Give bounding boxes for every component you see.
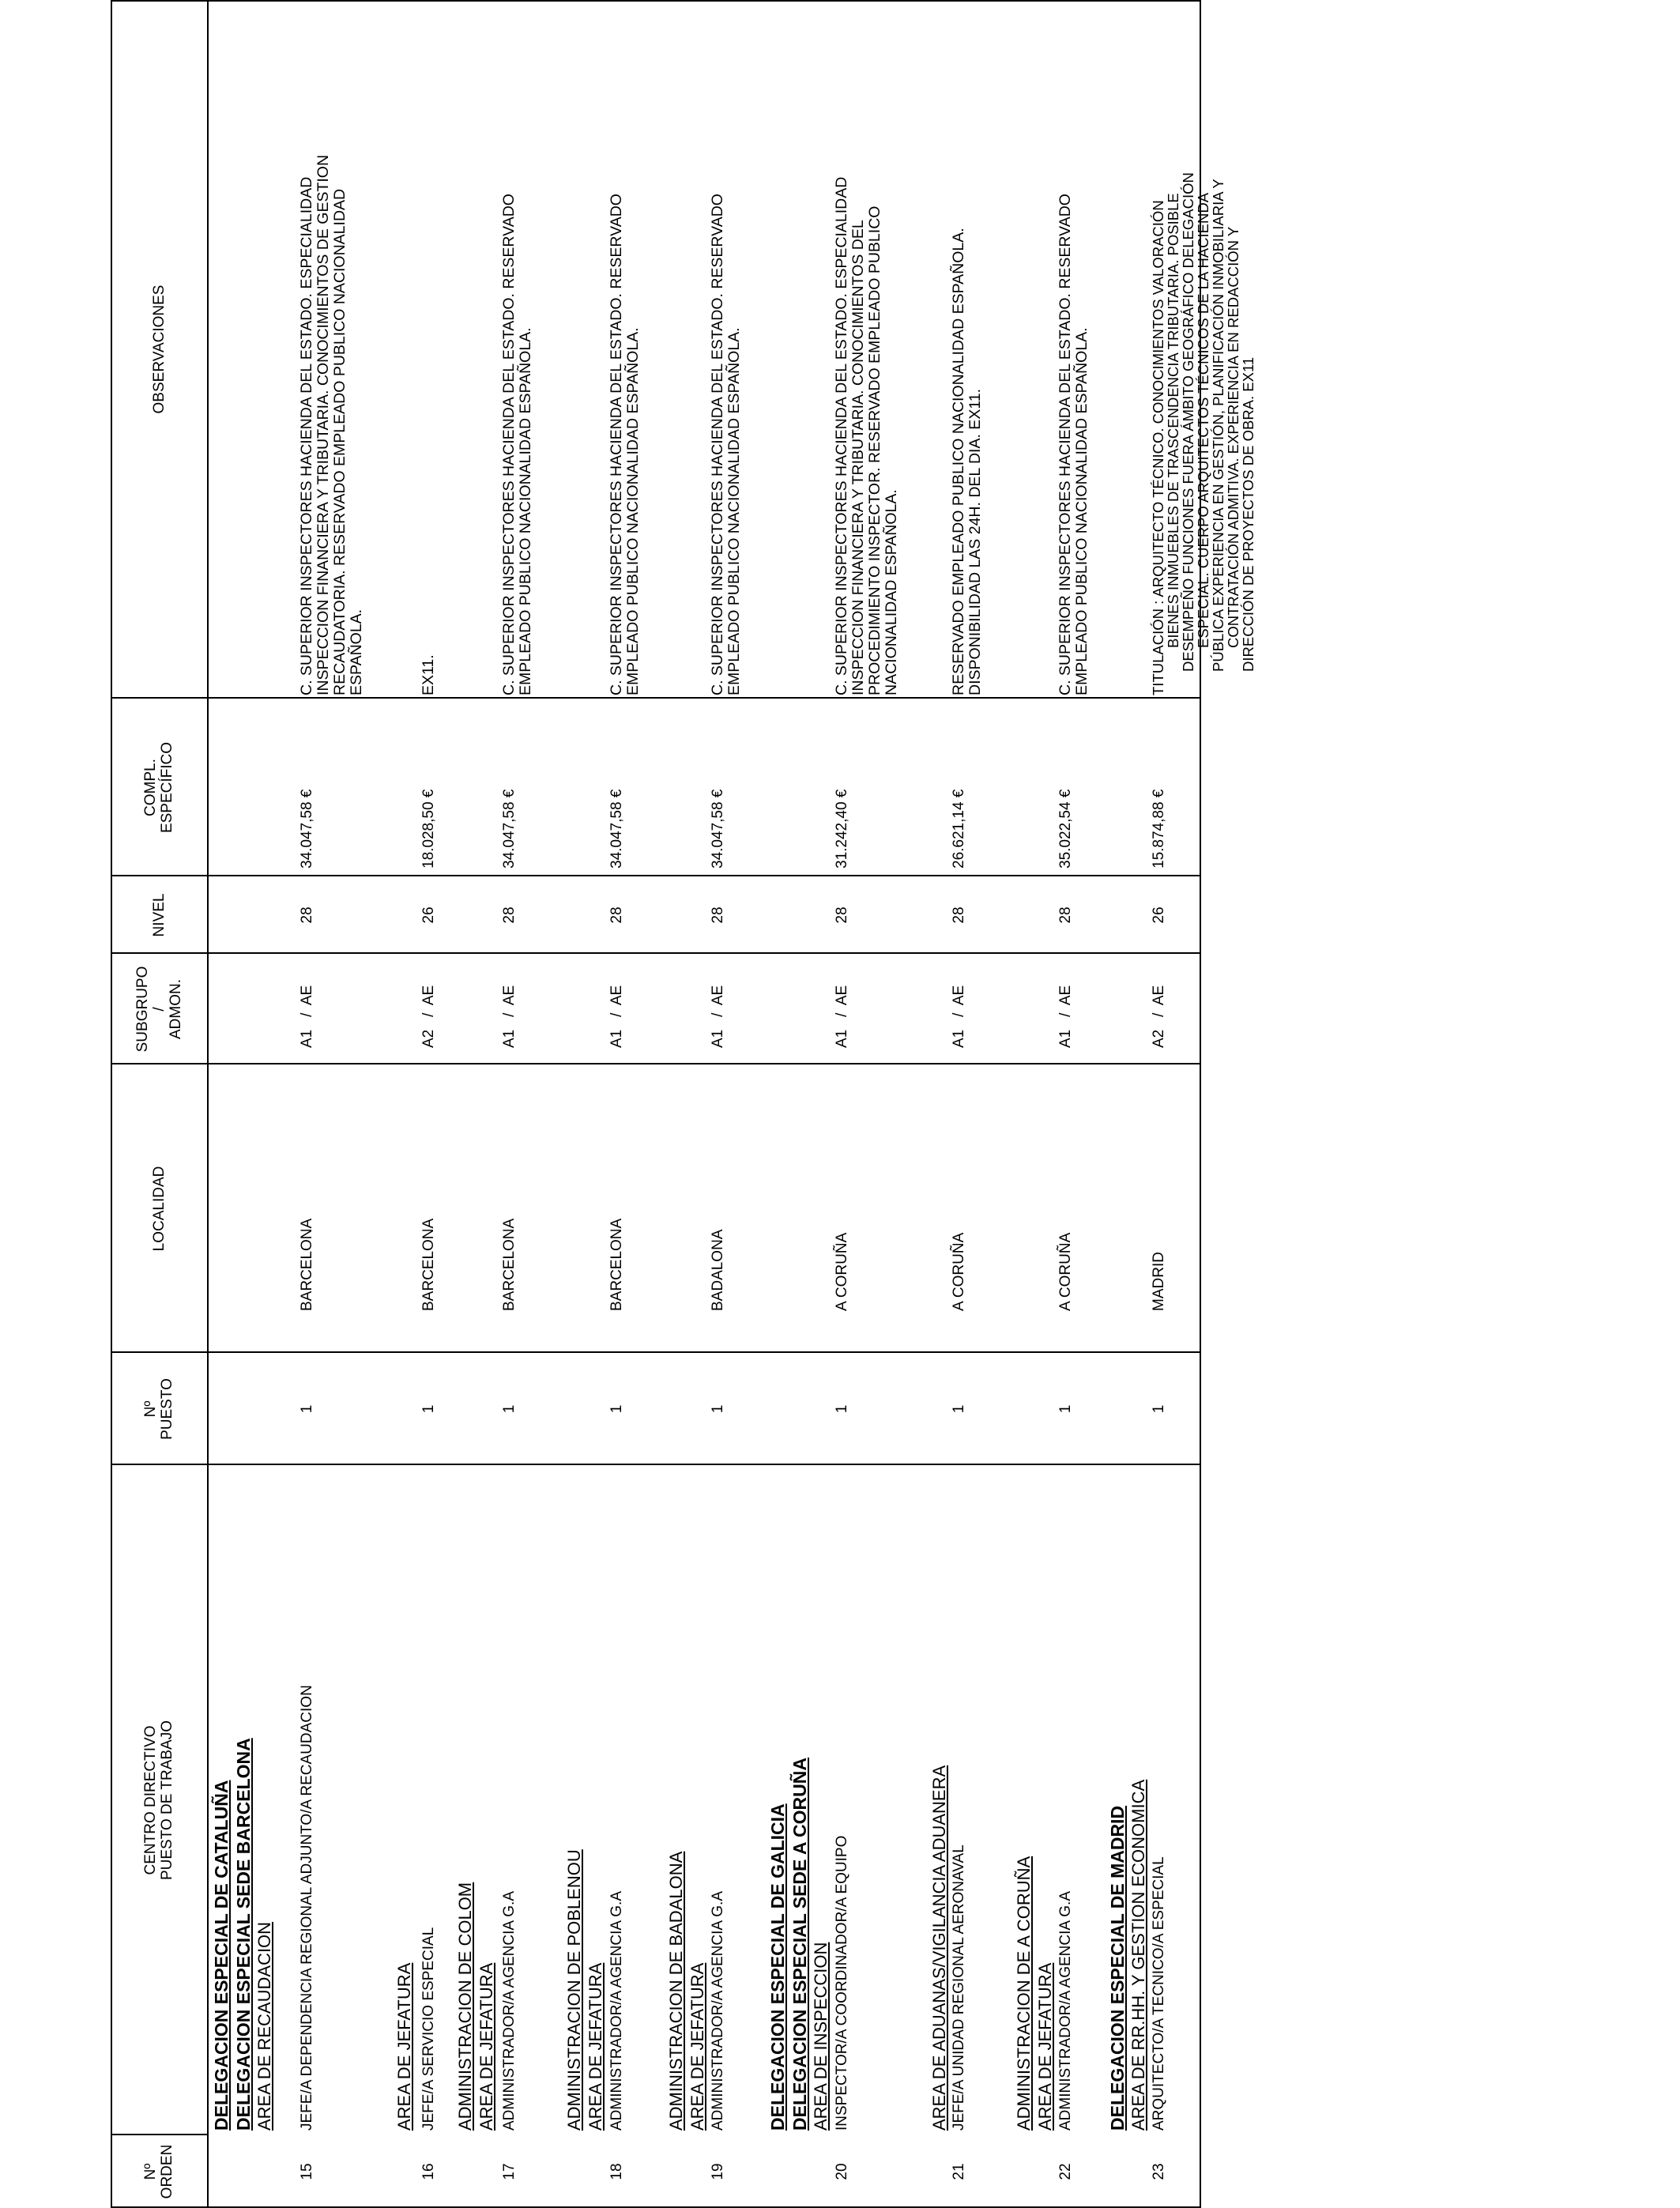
subgrupo: A1 / AE bbox=[951, 985, 967, 1048]
compl-especifico: 18.028,50 € bbox=[420, 789, 437, 869]
section-heading: DELEGACION ESPECIAL SEDE A CORUÑA bbox=[789, 1758, 810, 2131]
observaciones bbox=[420, 8, 437, 695]
observaciones bbox=[951, 8, 984, 695]
header-orden bbox=[111, 2135, 207, 2208]
obs-line: DESEMPEÑO FUNCIONES FUERA ÁMBITO GEOGRÁFICO DELEGACIÓN bbox=[1180, 172, 1196, 672]
section-heading: AREA DE JEFATURA bbox=[586, 1962, 605, 2131]
section-heading: DELEGACION ESPECIAL SEDE BARCELONA bbox=[233, 1738, 254, 2131]
observaciones bbox=[710, 8, 743, 695]
orden-number: 18 bbox=[608, 2163, 625, 2180]
obs-line: C. SUPERIOR INSPECTORES HACIENDA DEL ESTADO. ESPECIALIDAD bbox=[833, 176, 850, 695]
obs-line: TITULACIÓN : ARQUITECTO TÉCNICO. CONOCIMIENTOS VALORACIÓN bbox=[1150, 200, 1166, 695]
nivel: 28 bbox=[1057, 906, 1074, 924]
header-text: ADMON. bbox=[167, 979, 184, 1039]
section-heading: DELEGACION ESPECIAL DE CATALUÑA bbox=[211, 1780, 232, 2131]
header-text: PUESTO DE TRABAJO bbox=[159, 1720, 175, 1881]
obs-line: EMPLEADO PUBLICO NACIONALIDAD ESPAÑOLA. bbox=[1073, 327, 1090, 695]
subgrupo: A2 / AE bbox=[420, 985, 437, 1048]
section-heading: DELEGACION ESPECIAL DE MADRID bbox=[1107, 1805, 1128, 2131]
orden-number: 19 bbox=[710, 2163, 726, 2180]
header-text: NIVEL bbox=[150, 893, 168, 937]
localidad: BARCELONA bbox=[299, 1218, 315, 1311]
obs-line: INSPECCION FINANCIERA Y TRIBUTARIA. CONOCIMIENTOS DEL bbox=[849, 220, 867, 695]
puesto-trabajo: ADMINISTRADOR/A AGENCIA G.A bbox=[710, 1890, 726, 2131]
obs-line: EX11. bbox=[420, 654, 437, 695]
col-sep bbox=[111, 1063, 1201, 1064]
orden-number: 15 bbox=[299, 2163, 315, 2180]
n-puesto: 1 bbox=[299, 1404, 315, 1414]
section-heading: AREA DE ADUANAS/VIGILANCIA ADUANERA bbox=[929, 1765, 949, 2131]
col-sep bbox=[111, 1464, 1201, 1465]
n-puesto: 1 bbox=[710, 1404, 726, 1414]
obs-line: ESPECIAL. CUERPO ARQUITECTOS TÉCNICOS DE LA HACIENDA bbox=[1195, 192, 1211, 648]
subgrupo: A1 / AE bbox=[299, 985, 315, 1048]
obs-line: INSPECCION FINANCIERA Y TRIBUTARIA. CONOCIMIENTOS DE GESTION bbox=[315, 154, 332, 695]
puesto-trabajo: ADMINISTRADOR/A AGENCIA G.A bbox=[608, 1890, 625, 2131]
header-text: COMPL. bbox=[142, 759, 159, 816]
obs-line: C. SUPERIOR INSPECTORES HACIENDA DEL ESTADO. RESERVADO bbox=[709, 194, 726, 695]
section-heading: AREA DE JEFATURA bbox=[1035, 1962, 1055, 2131]
compl-especifico: 34.047,58 € bbox=[299, 789, 315, 869]
section-heading: ADMINISTRACION DE COLOM bbox=[455, 1882, 475, 2131]
col-sep bbox=[111, 875, 1201, 876]
subgrupo: A1 / AE bbox=[1057, 985, 1074, 1048]
nivel: 28 bbox=[834, 906, 850, 924]
localidad: BARCELONA bbox=[420, 1218, 437, 1311]
nivel: 28 bbox=[608, 906, 625, 924]
section-heading: DELEGACION ESPECIAL DE GALICIA bbox=[767, 1803, 788, 2131]
header-compl bbox=[111, 699, 207, 876]
section-heading: ADMINISTRACION DE POBLENOU bbox=[564, 1849, 584, 2131]
header-observaciones bbox=[111, 0, 207, 699]
section-heading: ADMINISTRACION DE A CORUÑA bbox=[1014, 1856, 1034, 2131]
obs-line: RECAUDATORIA. RESERVADO EMPLEADO PUBLICO NACIONALIDAD bbox=[331, 188, 348, 695]
nivel: 26 bbox=[1151, 906, 1167, 924]
puesto-trabajo: ADMINISTRADOR/A AGENCIA G.A bbox=[1057, 1890, 1074, 2131]
obs-line: EMPLEADO PUBLICO NACIONALIDAD ESPAÑOLA. bbox=[624, 327, 642, 695]
nivel: 28 bbox=[951, 906, 967, 924]
subgrupo: A1 / AE bbox=[834, 985, 850, 1048]
header-text: Nº bbox=[142, 2163, 159, 2180]
nivel: 28 bbox=[710, 906, 726, 924]
obs-line: ESPAÑOLA. bbox=[348, 609, 365, 695]
header-text: / bbox=[150, 1007, 168, 1012]
obs-line: EMPLEADO PUBLICO NACIONALIDAD ESPAÑOLA. bbox=[517, 327, 534, 695]
localidad: BARCELONA bbox=[608, 1218, 625, 1311]
section-heading: AREA DE RECAUDACION bbox=[254, 1921, 274, 2131]
localidad: A CORUÑA bbox=[834, 1232, 850, 1311]
subgrupo: A1 / AE bbox=[710, 985, 726, 1048]
obs-line: EMPLEADO PUBLICO NACIONALIDAD ESPAÑOLA. bbox=[725, 327, 743, 695]
rotated-page bbox=[111, 0, 1256, 2208]
header-puesto bbox=[111, 1353, 207, 1465]
obs-line: DIRECCIÓN DE PROYECTOS DE OBRA. EX11 bbox=[1240, 356, 1256, 672]
localidad: BARCELONA bbox=[501, 1218, 518, 1311]
subgrupo: A1 / AE bbox=[608, 985, 625, 1048]
header-rule bbox=[207, 0, 209, 2208]
header-centro bbox=[111, 1465, 207, 2135]
compl-especifico: 35.022,54 € bbox=[1057, 789, 1074, 869]
n-puesto: 1 bbox=[1057, 1404, 1074, 1414]
orden-number: 22 bbox=[1057, 2163, 1074, 2180]
puesto-trabajo: JEFE/A SERVICIO ESPECIAL bbox=[420, 1927, 437, 2131]
obs-line: PROCEDIMIENTO INSPECTOR. RESERVADO EMPLEADO PUBLICO bbox=[866, 205, 883, 695]
orden-number: 17 bbox=[501, 2163, 518, 2180]
obs-line: BIENES INMUEBLES DE TRASCENDENCIA TRIBUTARIA. POSIBLE bbox=[1165, 193, 1181, 648]
subgrupo: A2 / AE bbox=[1151, 985, 1167, 1048]
observaciones bbox=[608, 8, 642, 695]
orden-number: 23 bbox=[1151, 2163, 1167, 2180]
orden-number: 21 bbox=[951, 2163, 967, 2180]
observaciones bbox=[1057, 8, 1090, 695]
compl-especifico: 34.047,58 € bbox=[608, 789, 625, 869]
compl-especifico: 15.874,88 € bbox=[1151, 789, 1167, 869]
observaciones bbox=[501, 8, 534, 695]
obs-line: C. SUPERIOR INSPECTORES HACIENDA DEL ESTADO. ESPECIALIDAD bbox=[298, 176, 315, 695]
observaciones bbox=[834, 8, 900, 695]
header-nivel bbox=[111, 876, 207, 954]
section-heading: AREA DE JEFATURA bbox=[394, 1962, 414, 2131]
section-heading: AREA DE RR.HH. Y GESTION ECONOMICA bbox=[1128, 1779, 1148, 2131]
puesto-trabajo: ARQUITECTO/A TECNICO/A ESPECIAL bbox=[1151, 1856, 1167, 2131]
obs-line: CONTRATACIÓN ADMITIVA. EXPERIENCIA EN REDACCIÓN Y bbox=[1225, 226, 1241, 648]
header-text: Nº bbox=[142, 1400, 159, 1418]
section-heading: AREA DE INSPECCION bbox=[811, 1942, 831, 2131]
nivel: 26 bbox=[420, 906, 437, 924]
localidad: BADALONA bbox=[710, 1229, 726, 1311]
header-text: LOCALIDAD bbox=[150, 1166, 168, 1252]
nivel: 28 bbox=[299, 906, 315, 924]
n-puesto: 1 bbox=[1151, 1404, 1167, 1414]
compl-especifico: 34.047,58 € bbox=[501, 789, 518, 869]
compl-especifico: 34.047,58 € bbox=[710, 789, 726, 869]
localidad: A CORUÑA bbox=[951, 1232, 967, 1311]
header-text: PUESTO bbox=[159, 1378, 175, 1440]
section-heading: AREA DE JEFATURA bbox=[687, 1962, 707, 2131]
header-subgrupo bbox=[111, 954, 207, 1064]
col-sep bbox=[111, 952, 1201, 954]
obs-line: C. SUPERIOR INSPECTORES HACIENDA DEL ESTADO. RESERVADO bbox=[500, 194, 518, 695]
section-heading: AREA DE JEFATURA bbox=[477, 1962, 496, 2131]
observaciones bbox=[299, 8, 365, 695]
obs-line: NACIONALIDAD ESPAÑOLA. bbox=[883, 489, 900, 695]
col-sep bbox=[111, 697, 1201, 699]
n-puesto: 1 bbox=[834, 1404, 850, 1414]
puesto-trabajo: ADMINISTRADOR/A AGENCIA G.A bbox=[501, 1890, 518, 2131]
nivel: 28 bbox=[501, 906, 518, 924]
section-heading: ADMINISTRACION DE BADALONA bbox=[666, 1851, 686, 2131]
header-text: OBSERVACIONES bbox=[150, 284, 168, 414]
obs-line: RESERVADO EMPLEADO PUBLICO NACIONALIDAD ESPAÑOLA. bbox=[950, 228, 967, 695]
compl-especifico: 26.621,14 € bbox=[951, 789, 967, 869]
n-puesto: 1 bbox=[501, 1404, 518, 1414]
header-text: CENTRO DIRECTIVO bbox=[142, 1725, 159, 1875]
header-localidad bbox=[111, 1064, 207, 1353]
obs-line: C. SUPERIOR INSPECTORES HACIENDA DEL ESTADO. RESERVADO bbox=[608, 194, 625, 695]
obs-line: C. SUPERIOR INSPECTORES HACIENDA DEL ESTADO. RESERVADO bbox=[1057, 194, 1074, 695]
orden-number: 16 bbox=[420, 2163, 437, 2180]
header-text: ORDEN bbox=[159, 2144, 175, 2199]
localidad: A CORUÑA bbox=[1057, 1232, 1074, 1311]
n-puesto: 1 bbox=[420, 1404, 437, 1414]
puesto-trabajo: INSPECTOR/A COORDINADOR/A EQUIPO bbox=[834, 1835, 850, 2131]
puesto-trabajo: JEFE/A UNIDAD REGIONAL AERONAVAL bbox=[951, 1844, 967, 2131]
col-sep bbox=[111, 1351, 1201, 1353]
puesto-trabajo: JEFE/A DEPENDENCIA REGIONAL ADJUNTO/A RECAUDACION bbox=[299, 1685, 315, 2131]
compl-especifico: 31.242,40 € bbox=[834, 789, 850, 869]
orden-number: 20 bbox=[834, 2163, 850, 2180]
obs-line: DISPONIBILIDAD LAS 24H. DEL DIA. EX11. bbox=[966, 389, 984, 695]
observaciones bbox=[1151, 8, 1256, 695]
localidad: MADRID bbox=[1151, 1252, 1167, 1311]
table-frame bbox=[111, 0, 1201, 2208]
obs-line: PÚBLICA EXPERIENCIA EN GESTIÓN, PLANIFICACIÓN INMOBILIARIA Y bbox=[1210, 179, 1226, 672]
n-puesto: 1 bbox=[951, 1404, 967, 1414]
header-text: SUBGRUPO bbox=[134, 966, 151, 1053]
header-text: ESPECÍFICO bbox=[159, 741, 175, 834]
n-puesto: 1 bbox=[608, 1404, 625, 1414]
subgrupo: A1 / AE bbox=[501, 985, 518, 1048]
